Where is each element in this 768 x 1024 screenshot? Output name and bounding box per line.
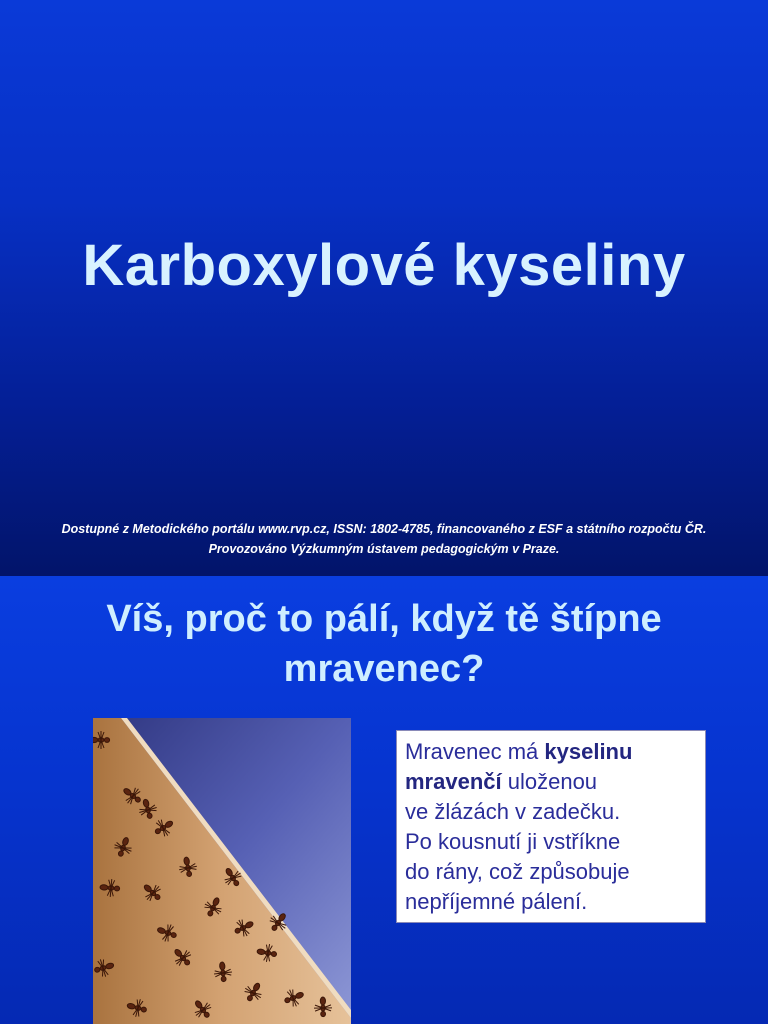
explanation-box — [396, 730, 706, 923]
footer-line-2: Provozováno Výzkumným ústavem pedagogickým v Praze. — [208, 542, 560, 556]
ants-on-wood-image — [93, 718, 351, 1024]
text-line-3: Po kousnutí ji vstříkne — [405, 829, 621, 854]
footer-line-1: Dostupné z Metodického portálu www.rvp.cz, ISSN: 1802-4785, financovaného z ESF a státního rozpočtu ČR. — [61, 522, 707, 536]
text-line-4: do rány, což způsobuje — [405, 859, 630, 884]
text-line-2: ve žlázách v zadečku. — [405, 799, 621, 824]
heading-line-2: mravenec? — [283, 648, 485, 690]
text-line-5: nepříjemné pálení. — [405, 889, 588, 914]
text-part-2: uloženou — [501, 769, 598, 794]
text-part-1: Mravenec má — [405, 739, 545, 764]
heading-line-1: Víš, proč to pálí, když tě štípne — [106, 598, 662, 640]
slide-heading — [30, 594, 738, 694]
slide-title: Karboxylové kyseliny — [82, 233, 686, 298]
text-bold-acid: kyselinu mravenčí — [405, 739, 633, 794]
content-slide — [0, 576, 768, 1024]
ants-photo — [93, 718, 351, 1024]
slide-footer — [0, 519, 768, 559]
